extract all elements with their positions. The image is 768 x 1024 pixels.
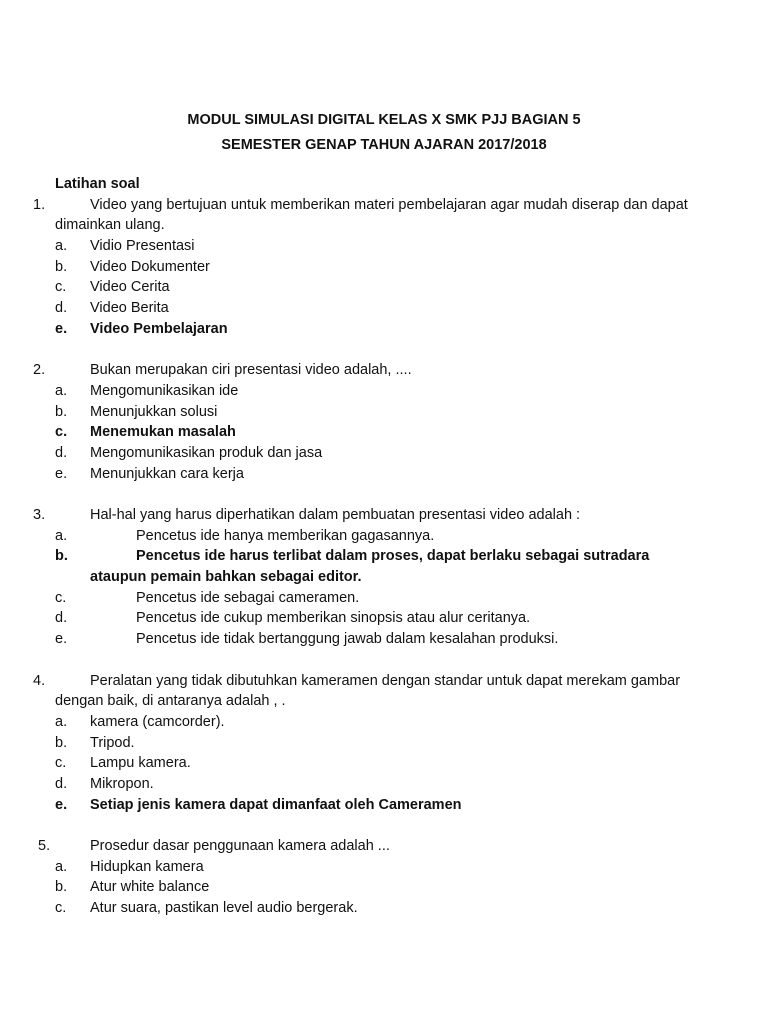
question-text: Peralatan yang tidak dibutuhkan kameramen dengan standar untuk dapat merekam gambar: [90, 672, 681, 689]
option-letter: a.: [55, 713, 68, 730]
option-letter: b.: [55, 734, 68, 751]
question-text: Video yang bertujuan untuk memberikan materi pembelajaran agar mudah diserap dan dapat: [90, 196, 688, 213]
option-letter: c.: [55, 424, 68, 441]
option-letter: e.: [55, 796, 68, 813]
question-number: 2.: [33, 362, 46, 379]
option-b: [0, 257, 768, 278]
question-text-continued: dimainkan ulang.: [55, 217, 165, 234]
option-letter: e.: [55, 320, 68, 337]
option-text: Pencetus ide cukup memberikan sinopsis atau alur ceritanya.: [136, 610, 531, 627]
option-text: Menemukan masalah: [90, 424, 236, 441]
option-text: Vidio Presentasi: [90, 238, 195, 255]
option-e: [0, 464, 768, 485]
document-subtitle: SEMESTER GENAP TAHUN AJARAN 2017/2018: [221, 137, 547, 153]
option-b: [0, 402, 768, 423]
option-text: Mengomunikasikan ide: [90, 382, 239, 399]
option-letter: c.: [55, 900, 67, 917]
option-c: [0, 588, 768, 609]
option-letter: a.: [55, 238, 68, 255]
option-letter: c.: [55, 755, 67, 772]
question-text-continued: dengan baik, di antaranya adalah , .: [55, 693, 286, 710]
option-e-correct: [0, 319, 768, 340]
option-d: [0, 608, 768, 629]
option-letter: e.: [55, 465, 68, 482]
option-text: Lampu kamera.: [90, 755, 191, 772]
question-text: Bukan merupakan ciri presentasi video adalah, ....: [90, 362, 412, 379]
question-text: Prosedur dasar penggunaan kamera adalah ...: [90, 838, 390, 854]
option-d: [0, 774, 768, 795]
option-text: Pencetus ide tidak bertanggung jawab dalam kesalahan produksi.: [136, 631, 559, 648]
option-d: [0, 298, 768, 319]
option-text: Video Cerita: [90, 279, 170, 296]
document-title: MODUL SIMULASI DIGITAL KELAS X SMK PJJ BAGIAN 5: [187, 112, 581, 128]
option-text: Menunjukkan cara kerja: [90, 465, 244, 482]
option-a: [0, 857, 768, 878]
option-letter: e.: [55, 631, 68, 648]
option-text: Pencetus ide hanya memberikan gagasannya.: [136, 527, 435, 544]
option-letter: b.: [55, 403, 68, 420]
option-b: [0, 733, 768, 754]
option-text: Video Dokumenter: [90, 258, 210, 275]
option-letter: b.: [55, 258, 68, 275]
option-b: [0, 877, 768, 898]
option-d: [0, 443, 768, 464]
option-text: Hidupkan kamera: [90, 858, 204, 875]
exercise-section: [0, 174, 768, 919]
option-letter: a.: [55, 858, 68, 875]
option-c: [0, 753, 768, 774]
question-1: [0, 195, 768, 216]
option-text: Pencetus ide sebagai cameramen.: [136, 589, 360, 606]
option-text: Pencetus ide harus terlibat dalam proses, dapat berlaku sebagai sutradara: [136, 548, 650, 565]
option-a: [0, 381, 768, 402]
option-e-correct: [0, 795, 768, 816]
question-3: [0, 505, 768, 526]
option-letter: b.: [55, 548, 68, 565]
question-5: [0, 836, 768, 857]
option-a: [0, 712, 768, 733]
option-text: Menunjukkan solusi: [90, 403, 218, 420]
section-label: Latihan soal: [55, 176, 140, 192]
option-c: [0, 277, 768, 298]
option-letter: d.: [55, 300, 68, 317]
option-letter: d.: [55, 775, 68, 792]
option-letter: c.: [55, 589, 67, 606]
option-text: Atur white balance: [90, 879, 210, 896]
option-letter: b.: [55, 879, 68, 896]
option-c-correct: [0, 422, 768, 443]
question-number: 3.: [33, 507, 46, 523]
option-text: Setiap jenis kamera dapat dimanfaat oleh Cameramen: [90, 796, 462, 813]
option-text: Video Pembelajaran: [90, 320, 228, 337]
option-letter: d.: [55, 610, 68, 627]
option-letter: d.: [55, 444, 68, 461]
option-e: [0, 629, 768, 650]
option-text: Tripod.: [90, 734, 135, 751]
option-c: [0, 898, 768, 919]
question-number: 5.: [38, 838, 51, 854]
option-letter: a.: [55, 527, 68, 544]
option-b-correct: [0, 546, 768, 567]
option-text: Atur suara, pastikan level audio bergerak.: [90, 900, 358, 917]
option-a: [0, 236, 768, 257]
option-text: Mengomunikasikan produk dan jasa: [90, 444, 323, 461]
question-text: Hal-hal yang harus diperhatikan dalam pembuatan presentasi video adalah :: [90, 507, 581, 523]
question-number: 4.: [33, 672, 46, 689]
option-text: kamera (camcorder).: [90, 713, 225, 730]
question-2: [0, 360, 768, 381]
option-letter: a.: [55, 382, 68, 399]
option-text: Video Berita: [90, 300, 169, 317]
option-text-continued: ataupun pemain bahkan sebagai editor.: [90, 569, 362, 586]
option-text: Mikropon.: [90, 775, 154, 792]
question-4: [0, 671, 768, 692]
question-number: 1.: [33, 196, 46, 213]
option-letter: c.: [55, 279, 67, 296]
option-a: [0, 526, 768, 547]
